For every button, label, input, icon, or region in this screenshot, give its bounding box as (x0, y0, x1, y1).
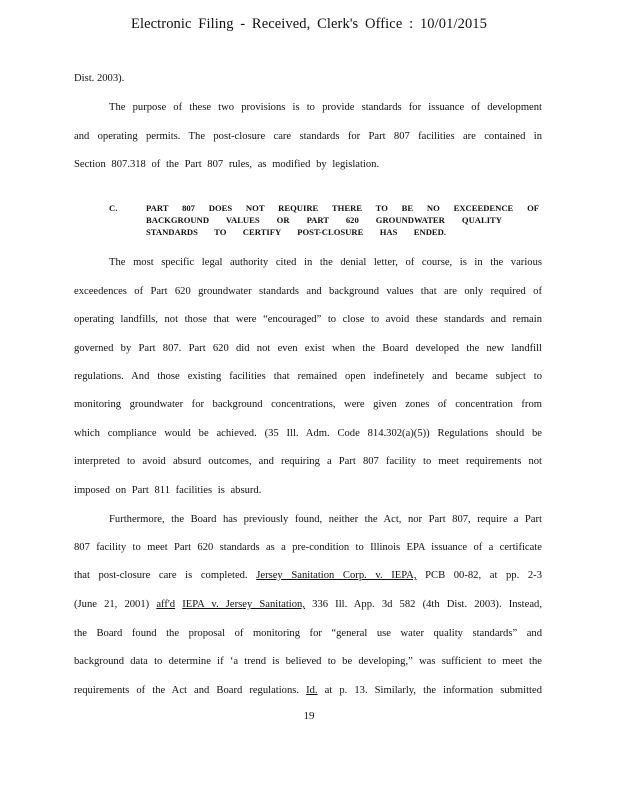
page-number: 19 (303, 710, 315, 722)
text-segment: PCB 00-82, at pp. 2-3 (425, 570, 542, 581)
text-line: Dist. 2003). (74, 73, 125, 84)
section-letter: C. (109, 203, 118, 213)
case-citation: Jersey Sanitation Corp. v. IEPA, (256, 570, 417, 581)
text-segment: requirements of the Act and Board regulations. (74, 685, 300, 696)
text-line: governed by Part 807. Part 620 did not even exist when the Board developed the new landfill (74, 343, 542, 354)
text-segment: (June 21, 2001) (74, 599, 150, 610)
case-citation: IEPA v. Jersey Sanitation, (182, 599, 305, 610)
section-heading-line: BACKGROUND VALUES OR PART 620 GROUNDWATER QUALITY (146, 215, 502, 225)
text-line (74, 569, 542, 583)
id-citation: Id. (306, 685, 318, 696)
text-line: and operating permits. The post-closure care standards for Part 807 facilities are contained in (74, 131, 542, 142)
text-segment: that post-closure care is completed. (74, 570, 248, 581)
text-segment: at p. 13. Similarly, the information submitted (324, 685, 542, 696)
citation-signal: aff'd (156, 599, 176, 610)
section-heading-line: STANDARDS TO CERTIFY POST-CLOSURE HAS ENDED. (146, 227, 446, 237)
text-line: operating landfills, not those that were “encouraged” to close to avoid these standards and remain (74, 314, 542, 325)
text-line: background data to determine if ‘a trend is believed to be developing,” was sufficient to meet the (74, 656, 542, 667)
text-line: imposed on Part 811 facilities is absurd. (74, 485, 262, 496)
text-line: exceedences of Part 620 groundwater standards and background values that are only required of (74, 286, 542, 297)
text-line: 807 facility to meet Part 620 standards as a pre-condition to Illinois EPA issuance of a certificate (74, 542, 542, 553)
text-line: monitoring groundwater for background concentrations, were given zones of concentration from (74, 399, 542, 410)
text-line: Furthermore, the Board has previously found, neither the Act, nor Part 807, require a Part (109, 514, 542, 525)
filing-header: Electronic Filing - Received, Clerk's Office : 10/01/2015 (130, 16, 488, 32)
text-line (74, 684, 542, 698)
text-line: which compliance would be achieved. (35 Ill. Adm. Code 814.302(a)(5)) Regulations should be (74, 428, 542, 439)
text-line: the Board found the proposal of monitoring for “general use water quality standards” and (74, 628, 542, 639)
text-line: Section 807.318 of the Part 807 rules, as modified by legislation. (74, 159, 380, 170)
text-segment: 336 Ill. App. 3d 582 (4th Dist. 2003). Instead, (312, 599, 542, 610)
section-heading-line: PART 807 DOES NOT REQUIRE THERE TO BE NO EXCEEDENCE OF (146, 203, 539, 213)
text-line: The purpose of these two provisions is to provide standards for issuance of development (109, 102, 542, 113)
text-line (74, 598, 542, 612)
text-line: regulations. And those existing facilities that remained open indefinetely and became subject to (74, 371, 542, 382)
text-line: interpreted to avoid absurd outcomes, and requiring a Part 807 facility to meet requirements not (74, 456, 542, 467)
text-line: The most specific legal authority cited in the denial letter, of course, is in the various (109, 257, 542, 268)
